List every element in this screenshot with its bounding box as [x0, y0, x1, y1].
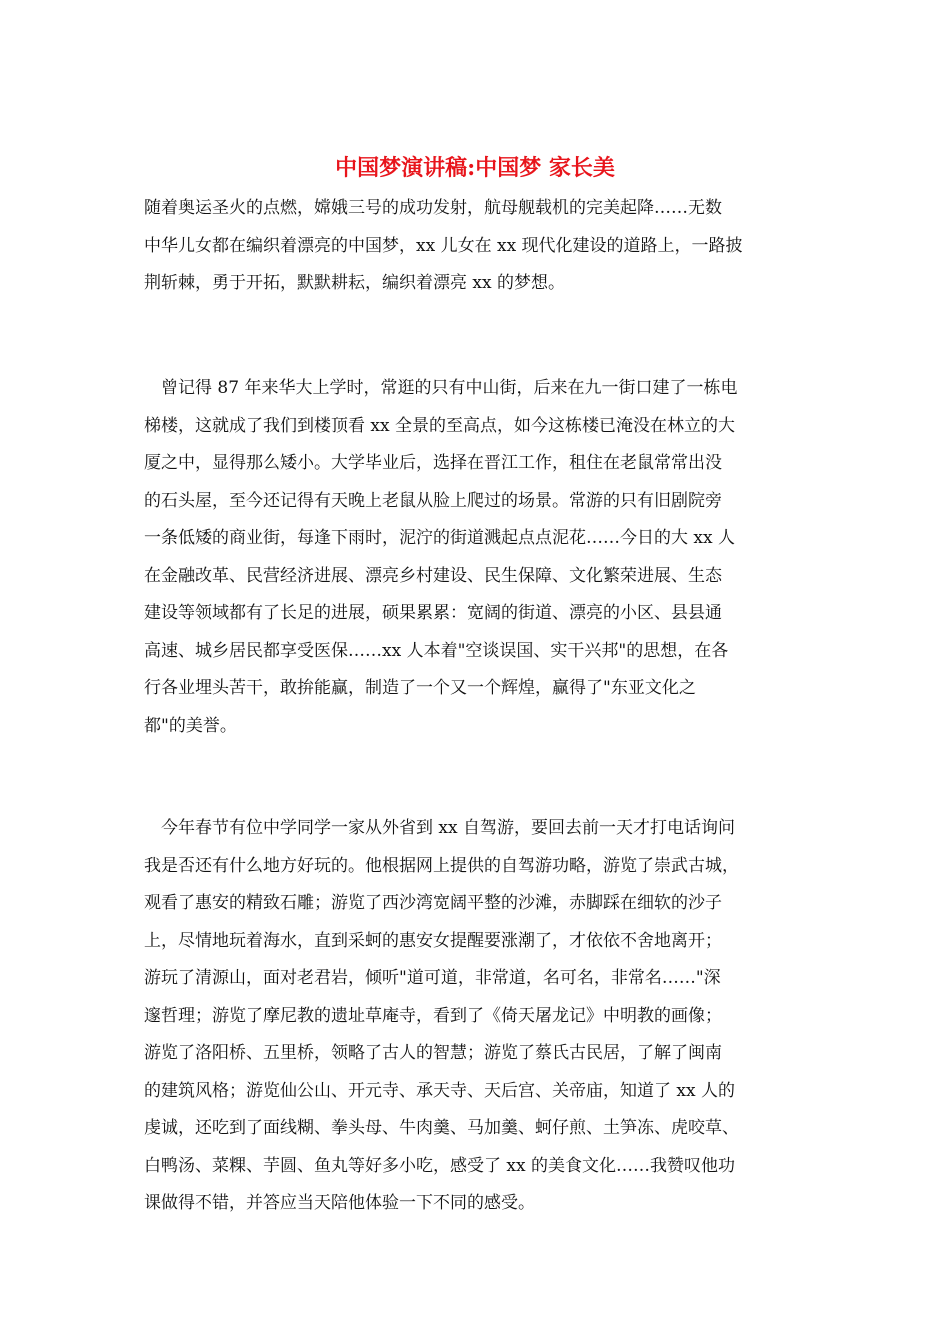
paragraph-line: 观看了惠安的精致石雕；游览了西沙湾宽阔平整的沙滩，赤脚踩在细软的沙子	[144, 893, 722, 913]
paragraph-line: 课做得不错，并答应当天陪他体验一下不同的感受。	[144, 1193, 535, 1213]
paragraph-3	[144, 810, 814, 1223]
paragraph-line: 在金融改革、民营经济进展、漂亮乡村建设、民生保障、文化繁荣进展、生态	[144, 565, 722, 586]
paragraph-line: 白鸭汤、菜粿、芋圆、鱼丸等好多小吃，感受了 xx 的美食文化……我赞叹他功	[144, 1155, 735, 1176]
paragraph-line: 建设等领域都有了长足的进展，硕果累累：宽阔的街道、漂亮的小区、县县通	[144, 603, 722, 623]
paragraph-line: 荆斩棘，勇于开拓，默默耕耘，编织着漂亮 xx 的梦想。	[144, 273, 565, 293]
paragraph-line: 的石头屋，至今还记得有天晚上老鼠从脸上爬过的场景。常游的只有旧剧院旁	[144, 490, 722, 511]
paragraph-line: 厦之中，显得那么矮小。大学毕业后，选择在晋江工作，租住在老鼠常常出没	[144, 453, 722, 473]
paragraph-2	[144, 370, 814, 745]
paragraph-line: 游玩了清源山，面对老君岩，倾听"道可道，非常道，名可名，非常名……"深	[144, 968, 721, 988]
paragraph-line: 高速、城乡居民都享受医保……xx 人本着"空谈误国、实干兴邦"的思想，在各	[144, 640, 729, 661]
paragraph-line: 梯楼，这就成了我们到楼顶看 xx 全景的至高点，如今这栋楼已淹没在林立的大	[144, 415, 735, 436]
paragraph-1	[144, 190, 814, 303]
paragraph-line: 上，尽情地玩着海水，直到采蚵的惠安女提醒要涨潮了，才依依不舍地离开；	[144, 930, 722, 951]
document-title: 中国梦演讲稿:中国梦 家长美	[335, 155, 615, 181]
paragraph-line: 虔诚，还吃到了面线糊、拳头母、牛肉羹、马加羹、蚵仔煎、土笋冻、虎咬草、	[144, 1118, 739, 1138]
paragraph-line: 都"的美誉。	[144, 715, 237, 736]
paragraph-line: 的建筑风格；游览仙公山、开元寺、承天寺、天后宫、关帝庙，知道了 xx 人的	[144, 1080, 735, 1101]
paragraph-line: 今年春节有位中学同学一家从外省到 xx 自驾游，要回去前一天才打电话询问	[144, 818, 735, 838]
paragraph-line: 随着奥运圣火的点燃，嫦娥三号的成功发射，航母舰载机的完美起降……无数	[144, 198, 722, 218]
paragraph-line: 行各业埋头苦干，敢拚能赢，制造了一个又一个辉煌，赢得了"东亚文化之	[144, 678, 696, 698]
paragraph-line: 中华儿女都在编织着漂亮的中国梦，xx 儿女在 xx 现代化建设的道路上，一路披	[144, 235, 743, 256]
paragraph-line: 我是否还有什么地方好玩的。他根据网上提供的自驾游功略，游览了崇武古城，	[144, 855, 739, 876]
paragraph-line: 一条低矮的商业街，每逢下雨时，泥泞的街道溅起点点泥花……今日的大 xx 人	[144, 528, 735, 548]
paragraph-line: 邃哲理；游览了摩尼教的遗址草庵寺，看到了《倚天屠龙记》中明教的画像；	[144, 1005, 722, 1026]
paragraph-line: 曾记得 87 年来华大上学时，常逛的只有中山街，后来在九一街口建了一栋电	[144, 378, 738, 398]
paragraph-line: 游览了洛阳桥、五里桥，领略了古人的智慧；游览了蔡氏古民居，了解了闽南	[144, 1043, 722, 1063]
